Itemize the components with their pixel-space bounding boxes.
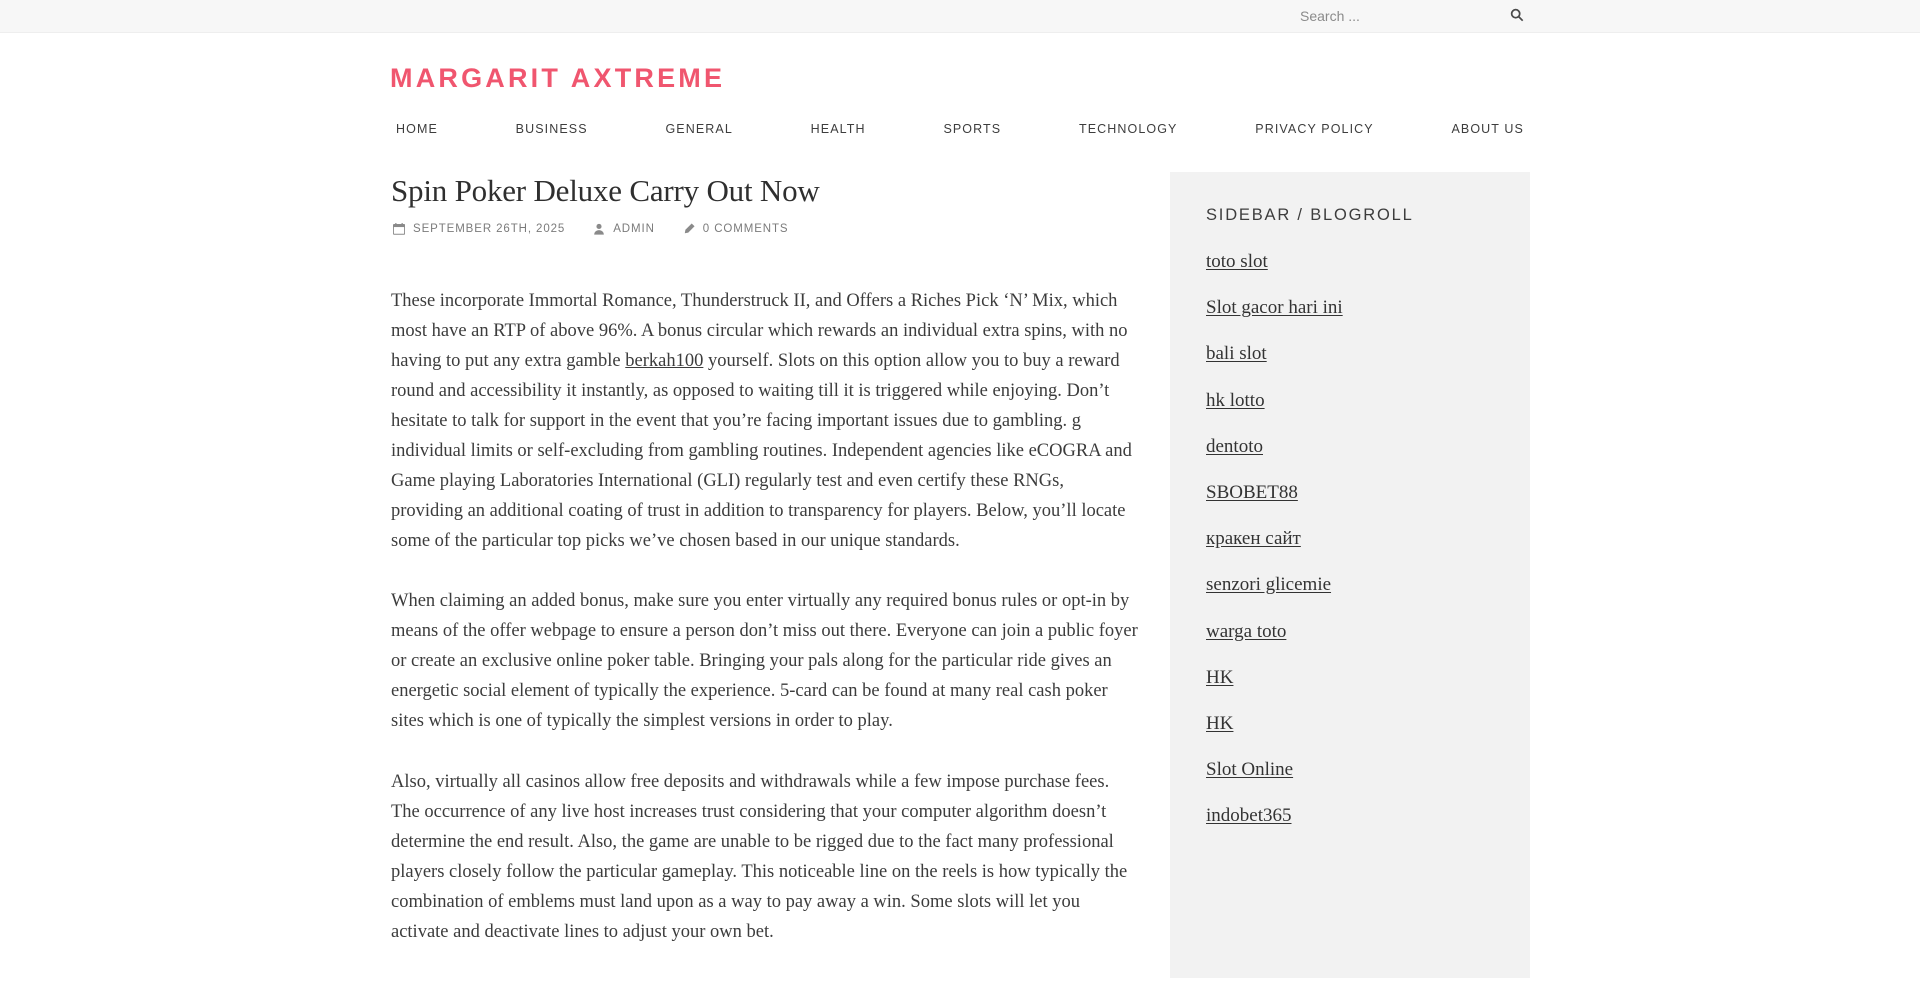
list-item [1206, 667, 1494, 689]
user-icon [593, 223, 605, 235]
nav-item-home[interactable]: HOME [396, 122, 438, 136]
blogroll-link-senzori-glicemie[interactable]: senzori glicemie [1206, 574, 1332, 596]
header-inner [390, 63, 1530, 94]
blogroll-link-hk-lotto[interactable]: hk lotto [1206, 389, 1265, 411]
meta-date [393, 223, 565, 235]
search-icon [1510, 8, 1524, 25]
blogroll-link-slot-gacor-hari-ini[interactable]: Slot gacor hari ini [1206, 297, 1343, 319]
inline-link-berkah100[interactable]: berkah100 [625, 350, 704, 371]
list-item [1206, 343, 1494, 365]
page-wrapper [390, 172, 1530, 979]
list-item [1206, 297, 1494, 319]
entry-content [391, 287, 1139, 948]
blogroll-link-dentoto[interactable]: dentoto [1206, 435, 1263, 457]
nav-item-business[interactable]: BUSINESS [515, 122, 588, 136]
list-item [1206, 482, 1494, 504]
blogroll-link-indobet365[interactable]: indobet365 [1206, 805, 1292, 827]
list-item [1206, 759, 1494, 781]
blogroll-link-hk-2[interactable]: HK [1206, 712, 1234, 734]
main-navigation [390, 116, 1530, 142]
sidebar [1170, 172, 1530, 978]
list-item [1206, 436, 1494, 458]
paragraph-1-after: yourself. Slots on this option allow you to buy a reward round and accessibility it instantly, as opposed to waiting till it is triggered while enjoying. Don’t hesitate to talk for support in the event that you’re facing important issues due to gambling. g individual limits or self-excluding from gambling routines. Independent agencies like eCOGRA and Game playing Laboratories International (GLI) regularly test and even certify these RNGs, providing an additional coating of trust in addition to transparency for players. Below, you’ll locate some of the particular top picks we’ve chosen based in our unique standards. [391, 350, 1132, 551]
meta-comments [683, 223, 789, 235]
blogroll-list [1206, 251, 1494, 827]
meta-date-text: SEPTEMBER 26TH, 2025 [413, 222, 566, 235]
meta-author-link[interactable]: ADMIN [613, 222, 655, 235]
article [391, 172, 1139, 948]
nav-item-sports[interactable]: SPORTS [943, 122, 1002, 136]
list-item [1206, 574, 1494, 596]
blogroll-link-hk-1[interactable]: HK [1206, 666, 1234, 688]
search-form [1294, 0, 1532, 33]
list-item [1206, 621, 1494, 643]
paragraph-1-before: These incorporate Immortal Romance, Thunderstruck II, and Offers a Riches Pick ‘N’ Mix, which most have an RTP of above 96%. A bonus circular which rewards an individual extra spins, with no having to put any extra gamble [391, 290, 1128, 371]
blogroll-link-toto-slot[interactable]: toto slot [1206, 251, 1268, 272]
page-title: Spin Poker Deluxe Carry Out Now [391, 173, 820, 208]
list-item [1206, 251, 1494, 273]
nav-item-privacy-policy[interactable]: PRIVACY POLICY [1255, 122, 1374, 136]
nav-item-about-us[interactable]: ABOUT US [1451, 122, 1524, 136]
top-search-bar [0, 0, 1920, 33]
search-input[interactable] [1294, 4, 1532, 28]
nav-item-technology[interactable]: TECHNOLOGY [1078, 122, 1178, 136]
site-header [0, 33, 1920, 142]
nav-item-general[interactable]: GENERAL [665, 122, 733, 136]
site-title [390, 63, 1530, 94]
list-item [1206, 805, 1494, 827]
paragraph-1 [391, 287, 1139, 557]
calendar-icon [393, 223, 405, 235]
site-title-link[interactable]: MARGARIT AXTREME [390, 63, 726, 93]
sidebar-widget-title: SIDEBAR / BLOGROLL [1206, 206, 1414, 224]
blogroll-link-bali-slot[interactable]: bali slot [1206, 343, 1267, 365]
main-content [390, 172, 1140, 979]
list-item [1206, 528, 1494, 550]
list-item [1206, 713, 1494, 735]
blogroll-link-sbobet88[interactable]: SBOBET88 [1206, 481, 1298, 503]
list-item [1206, 390, 1494, 412]
nav-item-health[interactable]: HEALTH [810, 122, 866, 136]
paragraph-2: When claiming an added bonus, make sure you enter virtually any required bonus rules or opt-in by means of the offer webpage to ensure a person don’t miss out there. Everyone can join a public foyer or create an exclusive online poker table. Bringing your pals along for the particular ride gives an energetic social element of typically the experience. 5-card can be found at many real cash poker sites which is one of typically the simplest versions in order to play. [391, 591, 1138, 732]
search-submit-button[interactable] [1508, 7, 1526, 25]
blogroll-link-slot-online[interactable]: Slot Online [1206, 759, 1294, 781]
blogroll-link-warga-toto[interactable]: warga toto [1206, 620, 1287, 642]
blogroll-link-kraken-sait[interactable]: кракен сайт [1206, 528, 1301, 550]
meta-author [593, 223, 655, 235]
pencil-icon [683, 223, 695, 235]
paragraph-3: Also, virtually all casinos allow free deposits and withdrawals while a few impose purchase fees. The occurrence of any live host increases trust considering that your computer algorithm doesn’t determine the end result. Also, the game are unable to be rigged due to the fact many professional players closely follow the particular gameplay. This noticeable line on the reels is how typically the combination of emblems must land upon as a way to pay away a win. Some slots will let you activate and deactivate lines to adjust your own bet. [391, 772, 1128, 943]
meta-comments-link[interactable]: 0 COMMENTS [702, 222, 789, 235]
entry-meta [391, 223, 1139, 235]
